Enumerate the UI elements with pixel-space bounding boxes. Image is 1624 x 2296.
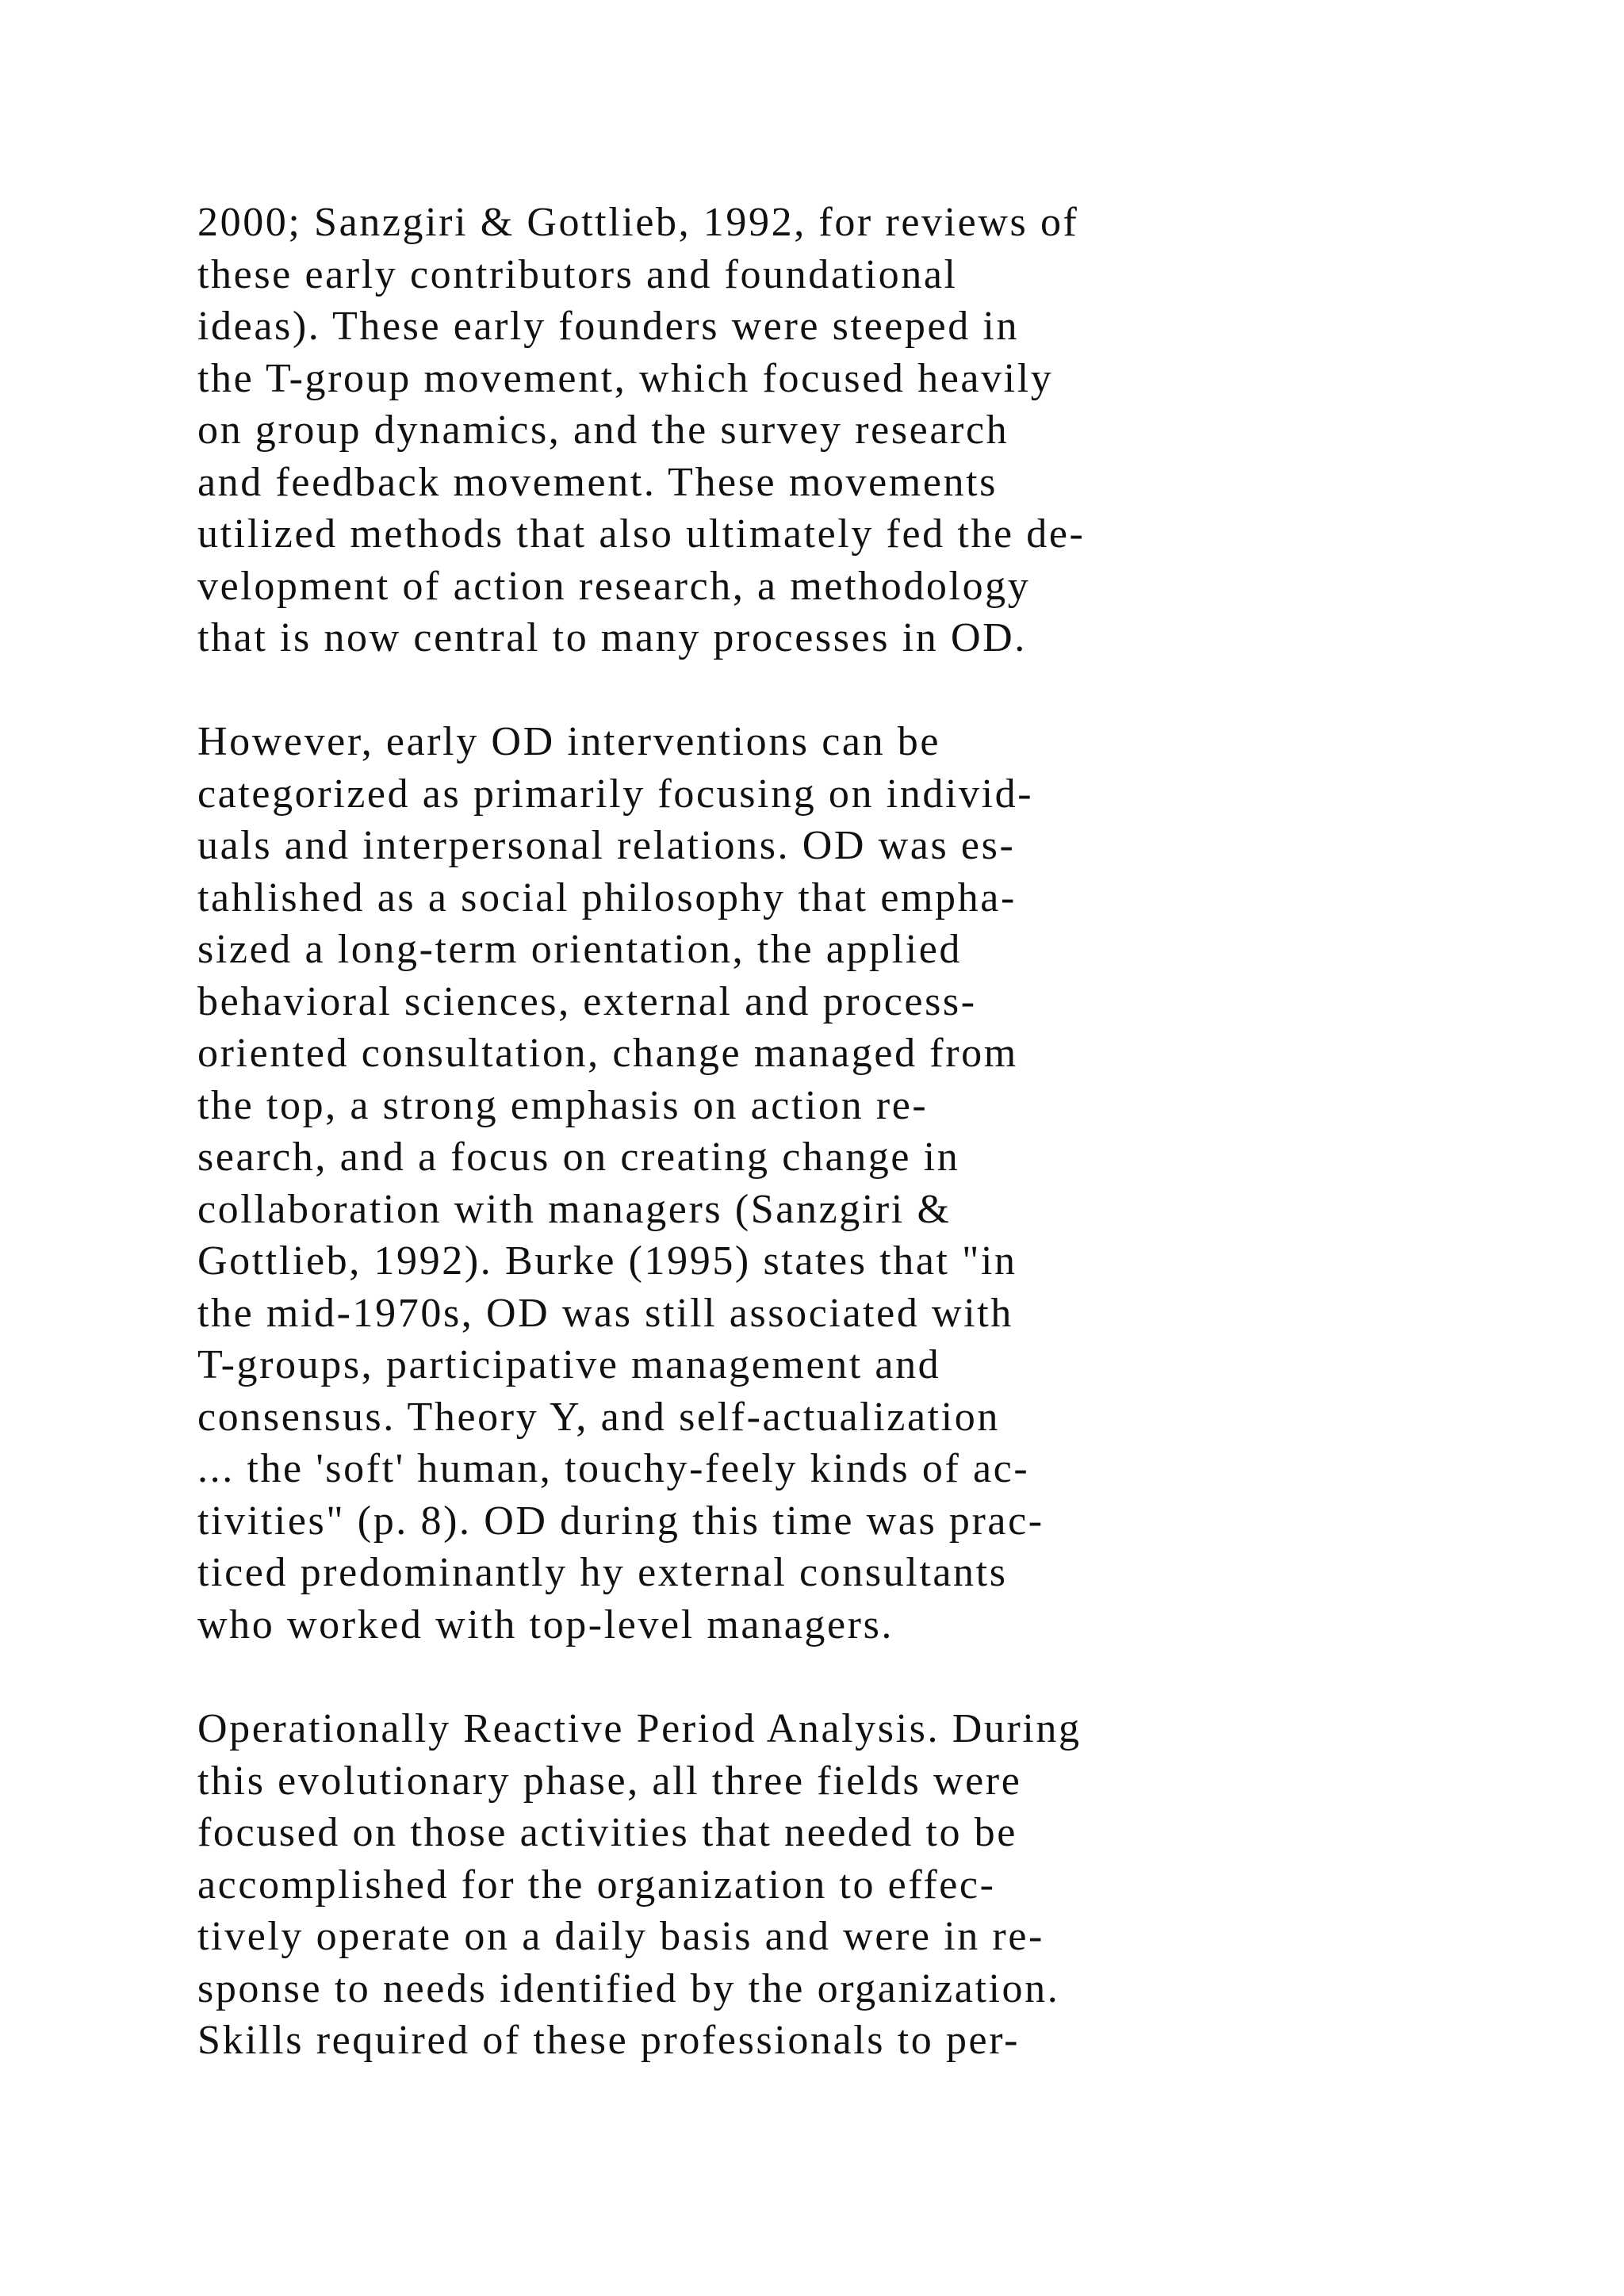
- text-line: sized a long-term orientation, the applied: [197, 927, 963, 972]
- text-line: ideas). These early founders were steeped in: [197, 304, 1020, 349]
- text-line: tahlished as a social philosophy that empha-: [197, 874, 1017, 920]
- text-line: However, early OD interventions can be: [197, 719, 941, 764]
- text-line: the mid-1970s, OD was still associated with: [197, 1290, 1013, 1336]
- text-line: uals and interpersonal relations. OD was es-: [197, 823, 1016, 868]
- text-line: on group dynamics, and the survey research: [197, 408, 1009, 453]
- text-line: categorized as primarily focusing on individ-: [197, 771, 1034, 817]
- text-line: ticed predominantly hy external consultants: [197, 1550, 1008, 1595]
- text-line: the top, a strong emphasis on action re-: [197, 1082, 929, 1128]
- text-line: collaboration with managers (Sanzgiri &: [197, 1186, 952, 1232]
- text-line: the T-group movement, which focused heavily: [197, 355, 1054, 401]
- text-line: oriented consultation, change managed from: [197, 1031, 1018, 1076]
- text-line: utilized methods that also ultimately fed the de-: [197, 511, 1086, 557]
- text-line: these early contributors and foundational: [197, 251, 958, 297]
- text-line: accomplished for the organization to effec-: [197, 1862, 996, 1908]
- text-line: tivities" (p. 8). OD during this time was prac-: [197, 1498, 1044, 1544]
- text-line: tively operate on a daily basis and were in re-: [197, 1914, 1044, 1959]
- text-line: sponse to needs identified by the organization.: [197, 1965, 1060, 2011]
- text-line: Skills required of these professionals to per-: [197, 2018, 1021, 2063]
- text-line: Operationally Reactive Period Analysis. During: [197, 1706, 1082, 1751]
- text-line: search, and a focus on creating change in: [197, 1135, 960, 1180]
- text-line: velopment of action research, a methodology: [197, 563, 1031, 609]
- text-line: Gottlieb, 1992). Burke (1995) states that "in: [197, 1238, 1017, 1284]
- text-line: and feedback movement. These movements: [197, 459, 998, 505]
- text-line: focused on those activities that needed to be: [197, 1810, 1017, 1855]
- text-line: consensus. Theory Y, and self-actualization: [197, 1394, 1000, 1440]
- text-line: who worked with top-level managers.: [197, 1601, 894, 1647]
- paragraph-2: [197, 716, 1387, 1651]
- text-line: 2000; Sanzgiri & Gottlieb, 1992, for reviews of: [197, 200, 1079, 245]
- paragraph-1: [197, 197, 1387, 664]
- text-line: behavioral sciences, external and process-: [197, 978, 977, 1024]
- paragraph-3: [197, 1703, 1387, 2067]
- text-line: T-groups, participative management and: [197, 1342, 941, 1387]
- text-line: this evolutionary phase, all three fields were: [197, 1758, 1022, 1804]
- text-line: that is now central to many processes in OD.: [197, 615, 1027, 660]
- text-line: ... the 'soft' human, touchy-feely kinds of ac-: [197, 1446, 1030, 1491]
